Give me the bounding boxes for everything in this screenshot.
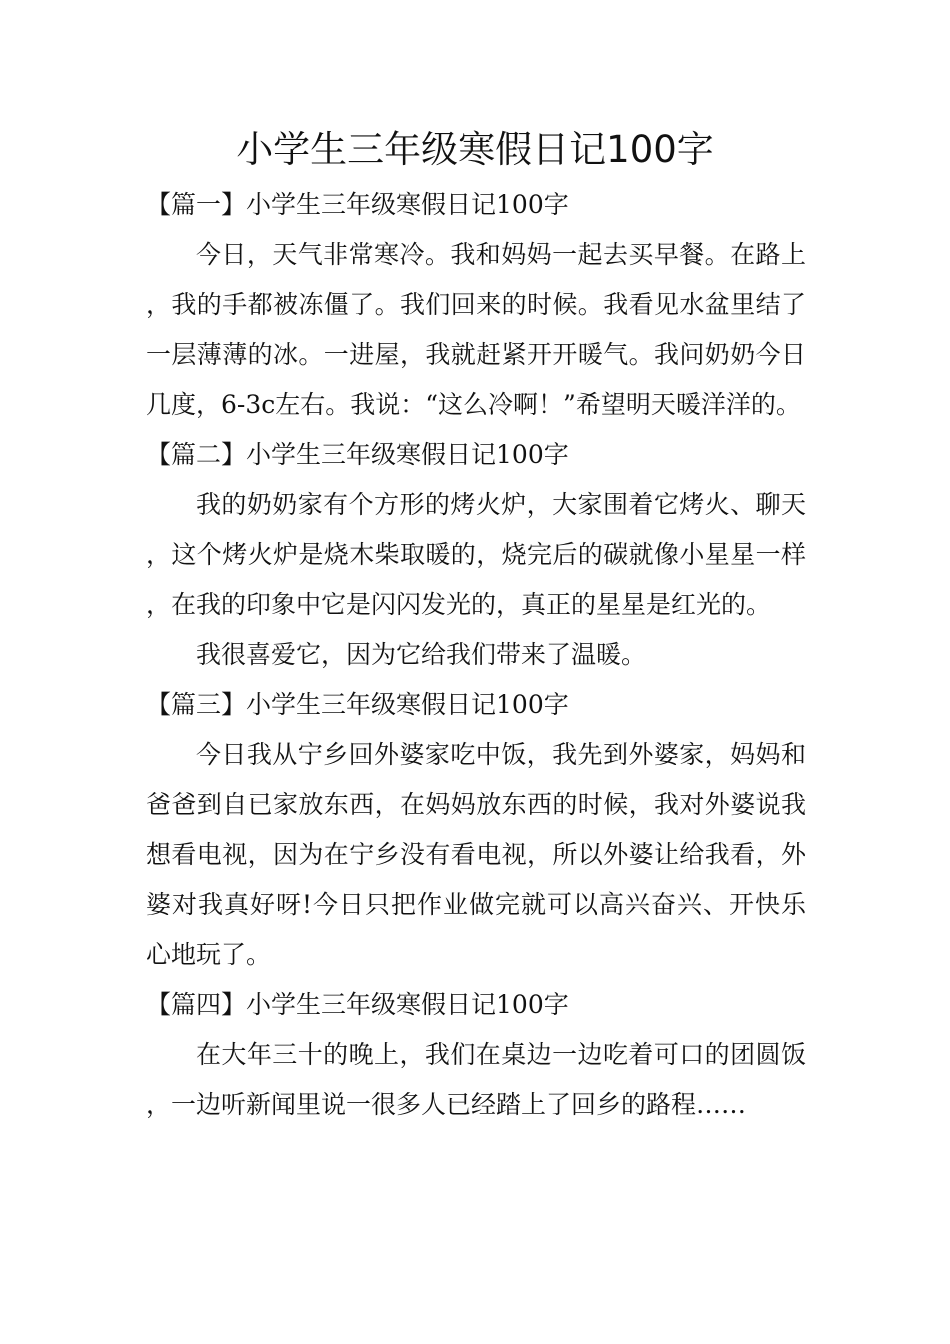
- section-2: [146, 430, 806, 680]
- document-title: 小学生三年级寒假日记100字: [236, 128, 714, 171]
- section-heading: 【篇二】小学生三年级寒假日记100字: [146, 440, 569, 469]
- section-1: [146, 180, 806, 430]
- paragraph: 今日我从宁乡回外婆家吃中饭，我先到外婆家，妈妈和爸爸到自已家放东西，在妈妈放东西的时候，我对外婆说我想看电视，因为在宁乡没有看电视，所以外婆让给我看，外婆对我真好呀!今日只把作业做完就可以高兴奋兴、开快乐心地玩了。: [146, 740, 806, 969]
- paragraph: 我很喜爱它，因为它给我们带来了温暖。: [196, 640, 647, 669]
- paragraph: 我的奶奶家有个方形的烤火炉，大家围着它烤火、聊天，这个烤火炉是烧木柴取暖的，烧完后的碳就像小星星一样，在我的印象中它是闪闪发光的，真正的星星是红光的。: [146, 490, 806, 619]
- section-heading: 【篇四】小学生三年级寒假日记100字: [146, 990, 569, 1019]
- section-heading: 【篇一】小学生三年级寒假日记100字: [146, 190, 569, 219]
- section-4: [146, 980, 806, 1130]
- section-heading: 【篇三】小学生三年级寒假日记100字: [146, 690, 569, 719]
- paragraph: 今日，天气非常寒冷。我和妈妈一起去买早餐。在路上，我的手都被冻僵了。我们回来的时候。我看见水盆里结了一层薄薄的冰。一进屋，我就赶紧开开暖气。我问奶奶今日几度，6-3c左右。我说：“这么冷啊！”希望明天暖洋洋的。: [146, 240, 806, 419]
- document-body: [146, 180, 806, 1130]
- section-3: [146, 680, 806, 980]
- paragraph: 在大年三十的晚上，我们在桌边一边吃着可口的团圆饭，一边听新闻里说一很多人已经踏上了回乡的路程……: [146, 1040, 806, 1119]
